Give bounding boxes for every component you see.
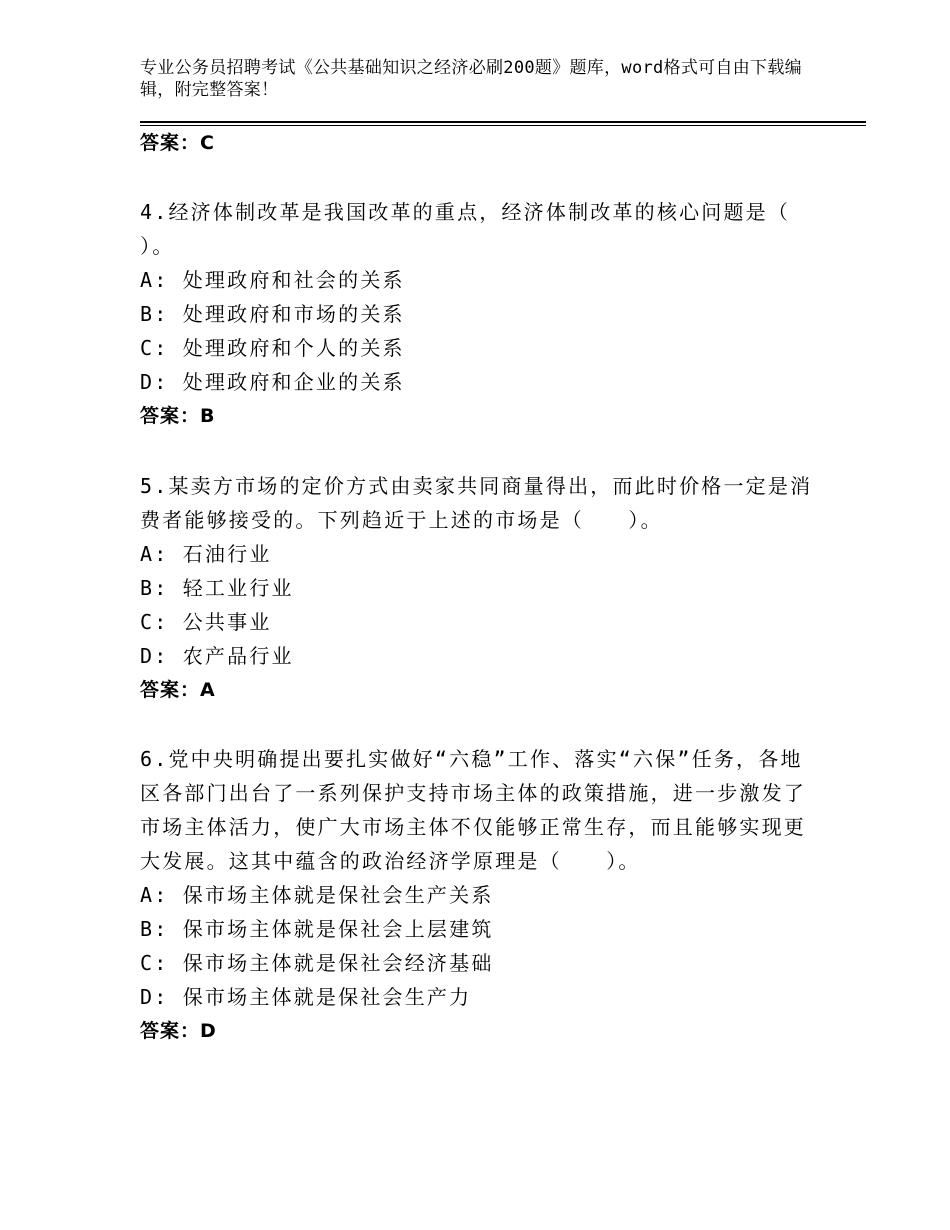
option-a: A: 保市场主体就是保社会生产关系 [140,883,494,907]
question-answer: 答案：A [140,679,216,701]
question-4 [140,195,820,431]
question-5 [140,469,820,705]
question-answer: 答案：B [140,405,216,427]
previous-answer: 答案：C [140,132,215,154]
question-answer: 答案：D [140,1020,217,1042]
question-stem: 5.某卖方市场的定价方式由卖家共同商量得出，而此时价格一定是消费者能够接受的。下列趋近于上述的市场是（ ）。 [140,474,813,532]
option-b: B: 保市场主体就是保社会上层建筑 [140,917,494,941]
option-d: D: 保市场主体就是保社会生产力 [140,985,472,1009]
header-divider-thick [140,121,866,123]
question-stem: 6.党中央明确提出要扎实做好“六稳”工作、落实“六保”任务，各地区各部门出台了一系列保护支持市场主体的政策措施，进一步激发了市场主体活力，使广大市场主体不仅能够正常生存，而且能够实现更大发展。这其中蕴含的政治经济学原理是（ ）。 [140,747,806,873]
option-c: C: 处理政府和个人的关系 [140,336,405,360]
page-header: 专业公务员招聘考试《公共基础知识之经济必刷200题》题库，word格式可自由下载编辑，附完整答案！ [140,58,802,100]
option-c: C: 公共事业 [140,610,272,634]
header-divider-thin [140,125,866,126]
question-stem: 4.经济体制改革是我国改革的重点，经济体制改革的核心问题是（ ）。 [140,200,791,258]
question-6 [140,742,820,1046]
option-c: C: 保市场主体就是保社会经济基础 [140,951,494,975]
option-a: A: 处理政府和社会的关系 [140,268,405,292]
option-d: D: 农产品行业 [140,644,294,668]
option-b: B: 处理政府和市场的关系 [140,302,405,326]
option-a: A: 石油行业 [140,542,272,566]
option-b: B: 轻工业行业 [140,576,294,600]
option-d: D: 处理政府和企业的关系 [140,370,405,394]
